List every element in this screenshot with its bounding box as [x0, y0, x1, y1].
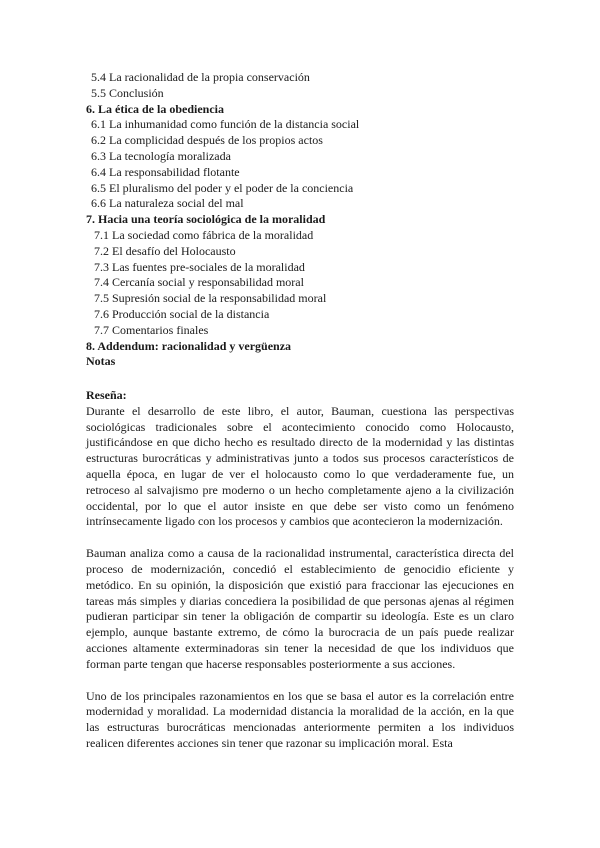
- toc-item[interactable]: 7.3 Las fuentes pre-sociales de la moralidad: [94, 259, 305, 274]
- toc-item[interactable]: 7.1 La sociedad como fábrica de la moralidad: [94, 227, 314, 242]
- toc-item[interactable]: 7.7 Comentarios finales: [94, 322, 209, 337]
- review-title: Reseña:: [86, 388, 127, 402]
- toc-item[interactable]: 6.1 La inhumanidad como función de la distancia social: [91, 117, 360, 132]
- toc-item[interactable]: 6.5 El pluralismo del poder y el poder de la conciencia: [91, 180, 354, 195]
- toc-item[interactable]: 6.4 La responsabilidad flotante: [91, 164, 240, 179]
- toc-item[interactable]: 6.6 La naturaleza social del mal: [91, 196, 244, 211]
- toc-item[interactable]: 7.6 Producción social de la distancia: [94, 306, 270, 321]
- review-paragraph: Uno de los principales razonamientos en los que se basa el autor es la correlación entre modernidad y moralidad. La modernidad distancia la moralidad de la acción, en la que las estructuras burocráticas mencionadas anteriormente permiten a los individuos realicen diferentes acciones sin tener que razonar su implicación moral. Esta: [86, 688, 514, 750]
- review-paragraph: Durante el desarrollo de este libro, el autor, Bauman, cuestiona las perspectivas sociológicas tradicionales sobre el acontecimiento conocido como Holocausto, justificándose en que dicho hecho es resultado directo de la modernidad y las distintas estructuras burocráticas y administrativas junto a todos sus procesos característicos de aquella época, en lugar de ver el holocausto como lo que verdaderamente fue, un retroceso al salvajismo pre moderno o un hecho completamente ajeno a la civilización occidental, por lo que el autor insiste en que debe ser visto como un fenómeno intrínsecamente ligado con los procesos y cambios que acontecieron la modernización.: [86, 403, 514, 529]
- toc-chapter-heading[interactable]: 7. Hacia una teoría sociológica de la moralidad: [86, 212, 326, 227]
- toc-item[interactable]: 7.4 Cercanía social y responsabilidad moral: [94, 275, 304, 290]
- toc-item[interactable]: 6.3 La tecnología moralizada: [91, 148, 231, 163]
- toc-notes-heading[interactable]: Notas: [86, 354, 116, 369]
- toc-chapter-heading[interactable]: 8. Addendum: racionalidad y vergüenza: [86, 338, 292, 353]
- toc-chapter-heading[interactable]: 6. La ética de la obediencia: [86, 101, 224, 116]
- review-section: [86, 388, 514, 752]
- paragraph-spacer: [86, 530, 514, 546]
- toc-item[interactable]: 5.4 La racionalidad de la propia conservación: [91, 70, 310, 84]
- review-paragraph: Bauman analiza como a causa de la racionalidad instrumental, característica directa del proceso de modernización, concedió el establecimiento de genocidio eficiente y metódico. En su opinión, la disposición que existió para fraccionar las ejecuciones en tareas más simples y diarias concediera la posibilidad de que personas ajenas al régimen pudieran participar sin tener la obligación de compartir su ideología. Este es un claro ejemplo, aunque bastante extremo, de cómo la burocracia de un país puede realizar acciones altamente exterminadoras sin tener la necesidad de que los individuos que forman parte tengan que hacerse responsables posteriormente a sus acciones.: [86, 546, 514, 671]
- toc-item[interactable]: 7.5 Supresión social de la responsabilidad moral: [94, 291, 327, 306]
- paragraph-spacer: [86, 673, 514, 689]
- toc-item[interactable]: 7.2 El desafío del Holocausto: [94, 243, 236, 258]
- table-of-contents: [86, 70, 526, 370]
- toc-item[interactable]: 6.2 La complicidad después de los propios actos: [91, 133, 323, 148]
- toc-item[interactable]: 5.5 Conclusión: [91, 85, 164, 100]
